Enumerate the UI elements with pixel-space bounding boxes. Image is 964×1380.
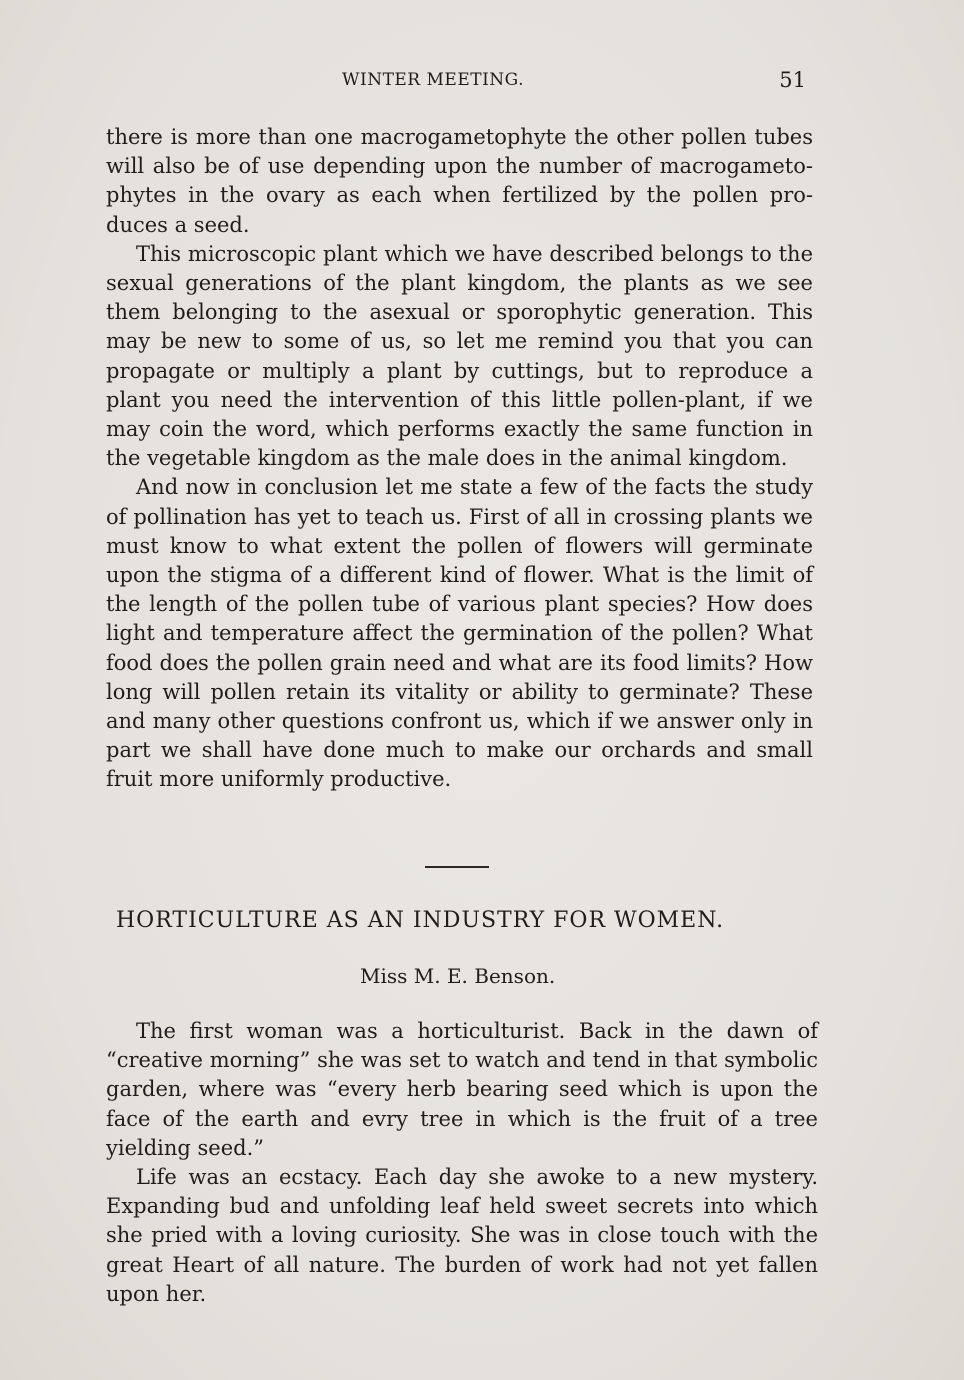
article-body <box>106 1017 818 1309</box>
article-author: Miss M. E. Benson. <box>360 964 556 988</box>
article-title: HORTICULTURE AS AN INDUSTRY FOR WOMEN. <box>116 908 725 933</box>
section-divider <box>425 866 489 868</box>
page-header <box>106 68 806 96</box>
paragraph: Life was an ecstacy. Each day she awoke to a new mystery. Expanding bud and unfolding leaf held sweet secrets into which she pried with a loving curiosity. She was in close touch with the great Heart of all nature. The burden of work had not yet fallen upon her. <box>106 1165 818 1306</box>
running-title: WINTER MEETING. <box>342 70 525 90</box>
paragraph: And now in conclusion let me state a few of the facts the study of pollination has yet to teach us. First of all in crossing plants we must know to what extent the pollen of flowers will germinate upon the stigma of a different kind of flower. What is the limit of the length of the pollen tube of various plant species? How does light and temperature affect the germination of the pollen? What food does the pollen grain need and what are its food limits? How long will pollen retain its vitality or ability to germinate? These and many other questions confront us, which if we answer only in part we shall have done much to make our orchards and small fruit more uniformly productive. <box>106 475 813 792</box>
paragraph: The first woman was a horticulturist. Back in the dawn of “creative morning” she was set to watch and tend in that symbolic garden, where was “every herb bearing seed which is upon the face of the earth and evry tree in which is the fruit of a tree yielding seed.” <box>106 1019 818 1160</box>
page-number: 51 <box>779 68 806 92</box>
paragraph: there is more than one macrogametophyte the other pollen tubes will also be of use depending upon the number of macrogametophytes in the ovary as each when fertilized by the pollen produces a seed. <box>106 125 813 237</box>
paragraph: This microscopic plant which we have described belongs to the sexual generations of the plant kingdom, the plants as we see them belonging to the asexual or sporophytic generation. This may be new to some of us, so let me remind you that you can propagate or multiply a plant by cuttings, but to reproduce a plant you need the intervention of this little pollen-plant, if we may coin the word, which performs exactly the same function in the vegetable kingdom as the male does in the animal kingdom. <box>106 241 813 471</box>
section-continued-text <box>106 123 813 795</box>
